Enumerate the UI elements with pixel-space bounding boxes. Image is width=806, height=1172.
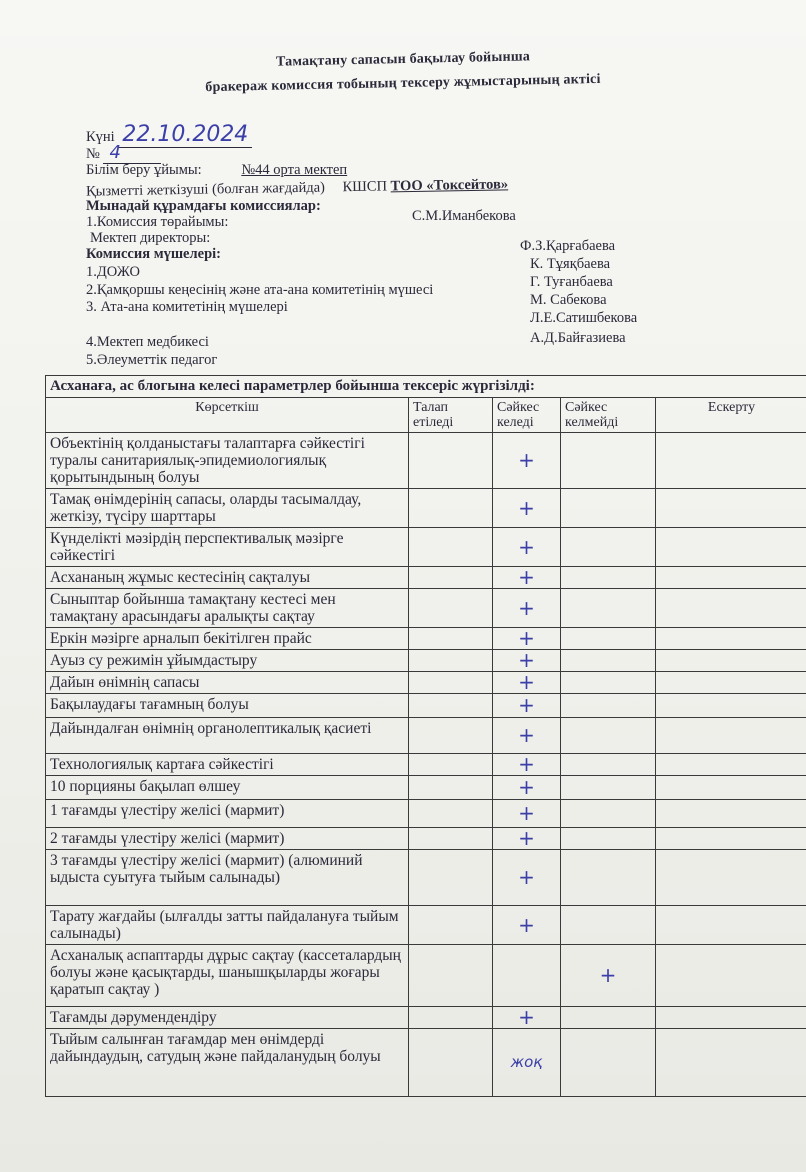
matches-cell: +	[493, 850, 561, 906]
note-cell	[656, 694, 806, 718]
table-row	[46, 528, 806, 567]
table-row	[46, 489, 806, 528]
table-row	[46, 1029, 806, 1097]
document-title-line1: Тамақтану сапасын бақылау бойынша	[275, 49, 531, 70]
col-header-required: Талап етіледі	[409, 398, 493, 433]
date-value: 22.10.2024	[118, 122, 252, 148]
commission-heading: Мынадай құрамдағы комиссиялар:	[86, 198, 321, 214]
indicator-cell: Асхананың жұмыс кестесінің сақталуы	[46, 567, 409, 589]
indicator-cell: Асханалық аспаптарды дұрыс сақтау (кассеталардың болуы және қасықтарды, шанышқыларды жоғары қаратып сақтау )	[46, 945, 409, 1007]
note-cell	[656, 589, 806, 628]
required-cell	[409, 850, 493, 906]
table-body	[46, 433, 806, 1097]
matches-cell	[493, 945, 561, 1007]
not-matches-cell	[561, 718, 656, 754]
note-cell	[656, 489, 806, 528]
school-label: Білім беру ұйымы:	[86, 162, 202, 178]
not-matches-cell	[561, 850, 656, 906]
required-cell	[409, 1007, 493, 1029]
number-value: 4	[103, 142, 160, 164]
indicator-cell: Тарату жағдайы (ылғалды затты пайдалануға тыйым салынады)	[46, 906, 409, 945]
member-role-3: 3. Ата-ана комитетінің мүшелері	[86, 299, 288, 315]
table-header-row	[46, 398, 806, 433]
table-row	[46, 850, 806, 906]
member-role-5: 5.Әлеуметтік педагог	[86, 352, 218, 368]
not-matches-cell	[561, 776, 656, 800]
required-cell	[409, 672, 493, 694]
member-name-1: Ф.З.Қарғабаева	[520, 238, 616, 254]
matches-cell: +	[493, 589, 561, 628]
indicator-cell: Тыйым салынған тағамдар мен өнімдерді дайындаудың, сатудың және пайдаланудың болуы	[46, 1029, 409, 1097]
matches-cell: жоқ	[493, 1029, 561, 1097]
indicator-cell: 1 тағамды үлестіру желісі (мармит)	[46, 800, 409, 828]
matches-cell: +	[493, 489, 561, 528]
document-title-line2: бракераж комиссия тобының тексеру жұмыстарының актісі	[205, 71, 601, 96]
not-matches-cell	[561, 1007, 656, 1029]
school-value: №44 орта мектеп	[241, 162, 348, 178]
indicator-cell: 10 порцияны бақылап өлшеу	[46, 776, 409, 800]
not-matches-cell	[561, 694, 656, 718]
member-role-2: 2.Қамқоршы кеңесінің және ата-ана комитетінің мүшесі	[86, 282, 434, 298]
matches-cell: +	[493, 433, 561, 489]
table-row	[46, 800, 806, 828]
member-name-2: К. Тұяқбаева	[530, 256, 611, 272]
not-matches-cell	[561, 650, 656, 672]
note-cell	[656, 776, 806, 800]
member-name-6: А.Д.Байғазиева	[530, 330, 626, 346]
not-matches-cell	[561, 754, 656, 776]
table-row	[46, 567, 806, 589]
not-matches-cell	[561, 433, 656, 489]
indicator-cell: Дайындалған өнімнің органолептикалық қасиеті	[46, 718, 409, 754]
chair-label: 1.Комиссия төрайымы:	[86, 214, 229, 230]
indicator-cell: Сыныптар бойынша тамақтану кестесі мен тамақтану арасындағы аралықты сақтау	[46, 589, 409, 628]
supplier-label: Қызметті жеткізуші (болған жағдайда)	[85, 179, 326, 200]
indicator-cell: Дайын өнімнің сапасы	[46, 672, 409, 694]
col-header-matches: Сәйкес келеді	[493, 398, 561, 433]
table-row	[46, 776, 806, 800]
table-row	[46, 828, 806, 850]
table-row	[46, 694, 806, 718]
not-matches-cell	[561, 672, 656, 694]
table-row	[46, 589, 806, 628]
not-matches-cell	[561, 567, 656, 589]
required-cell	[409, 589, 493, 628]
not-matches-cell	[561, 828, 656, 850]
number-row	[86, 142, 161, 163]
member-name-5: Л.Е.Сатишбекова	[530, 310, 638, 326]
not-matches-cell	[561, 489, 656, 528]
table-row	[46, 628, 806, 650]
indicator-cell: Күнделікті мәзірдің перспективалық мәзірге сәйкестігі	[46, 528, 409, 567]
required-cell	[409, 694, 493, 718]
indicator-cell: Тағамды дәрумендендіру	[46, 1007, 409, 1029]
indicator-cell: Объектінің қолданыстағы талаптарға сәйкестігі туралы санитариялық-эпидемиологиялық қорытындының болуы	[46, 433, 409, 489]
matches-cell: +	[493, 718, 561, 754]
required-cell	[409, 650, 493, 672]
note-cell	[656, 528, 806, 567]
note-cell	[656, 650, 806, 672]
note-cell	[656, 754, 806, 776]
table-row	[46, 906, 806, 945]
table-row	[46, 433, 806, 489]
matches-cell: +	[493, 776, 561, 800]
required-cell	[409, 1029, 493, 1097]
table-row	[46, 945, 806, 1007]
note-cell	[656, 718, 806, 754]
required-cell	[409, 433, 493, 489]
table-row	[46, 1007, 806, 1029]
table-row	[46, 672, 806, 694]
members-heading: Комиссия мүшелері:	[86, 246, 221, 262]
indicator-cell: 2 тағамды үлестіру желісі (мармит)	[46, 828, 409, 850]
not-matches-cell	[561, 589, 656, 628]
note-cell	[656, 567, 806, 589]
indicator-cell: Ауыз су режимін ұйымдастыру	[46, 650, 409, 672]
not-matches-cell: +	[561, 945, 656, 1007]
col-header-indicator: Көрсеткіш	[46, 398, 409, 433]
matches-cell: +	[493, 672, 561, 694]
not-matches-cell	[561, 1029, 656, 1097]
required-cell	[409, 906, 493, 945]
indicator-cell: Тамақ өнімдерінің сапасы, оларды тасымалдау, жеткізу, түсіру шарттары	[46, 489, 409, 528]
note-cell	[656, 1007, 806, 1029]
required-cell	[409, 567, 493, 589]
indicator-cell: 3 тағамды үлестіру желісі (мармит) (алюминий ыдыста суытуға тыйым салынады)	[46, 850, 409, 906]
required-cell	[409, 628, 493, 650]
matches-cell: +	[493, 754, 561, 776]
required-cell	[409, 945, 493, 1007]
table-section-title: Асханаға, ас блогына келесі параметрлер бойынша тексеріс жүргізілді:	[46, 376, 806, 398]
required-cell	[409, 489, 493, 528]
table-row	[46, 650, 806, 672]
member-name-4: М. Сабекова	[530, 292, 607, 308]
number-label: №	[86, 146, 100, 162]
matches-cell: +	[493, 628, 561, 650]
date-label: Күні	[86, 129, 115, 145]
required-cell	[409, 828, 493, 850]
member-role-4: 4.Мектеп медбикесі	[86, 334, 209, 350]
matches-cell: +	[493, 906, 561, 945]
note-cell	[656, 828, 806, 850]
not-matches-cell	[561, 800, 656, 828]
required-cell	[409, 528, 493, 567]
required-cell	[409, 776, 493, 800]
matches-cell: +	[493, 1007, 561, 1029]
note-cell	[656, 906, 806, 945]
note-cell	[656, 800, 806, 828]
col-header-not-matches: Сәйкес келмейді	[561, 398, 656, 433]
matches-cell: +	[493, 800, 561, 828]
supplier-value: ТОО «Токсейтов»	[390, 176, 509, 195]
matches-cell: +	[493, 650, 561, 672]
inspection-table	[45, 375, 806, 1097]
note-cell	[656, 672, 806, 694]
member-name-3: Г. Туғанбаева	[530, 274, 613, 290]
indicator-cell: Технологиялық картаға сәйкестігі	[46, 754, 409, 776]
director-label: Мектеп директоры:	[90, 230, 211, 246]
matches-cell: +	[493, 828, 561, 850]
required-cell	[409, 754, 493, 776]
table-row	[46, 718, 806, 754]
school-row	[86, 162, 347, 179]
required-cell	[409, 800, 493, 828]
member-role-1: 1.ДОЖО	[86, 264, 140, 280]
not-matches-cell	[561, 906, 656, 945]
indicator-cell: Еркін мәзірге арналып бекітілген прайс	[46, 628, 409, 650]
matches-cell: +	[493, 694, 561, 718]
note-cell	[656, 945, 806, 1007]
note-cell	[656, 628, 806, 650]
not-matches-cell	[561, 528, 656, 567]
director-name: С.М.Иманбекова	[412, 208, 516, 224]
not-matches-cell	[561, 628, 656, 650]
note-cell	[656, 850, 806, 906]
required-cell	[409, 718, 493, 754]
supplier-prefix: КШСП	[342, 178, 388, 196]
matches-cell: +	[493, 567, 561, 589]
matches-cell: +	[493, 528, 561, 567]
indicator-cell: Бақылаудағы тағамның болуы	[46, 694, 409, 718]
table-row	[46, 754, 806, 776]
note-cell	[656, 433, 806, 489]
col-header-note: Ескерту	[656, 398, 806, 433]
note-cell	[656, 1029, 806, 1097]
